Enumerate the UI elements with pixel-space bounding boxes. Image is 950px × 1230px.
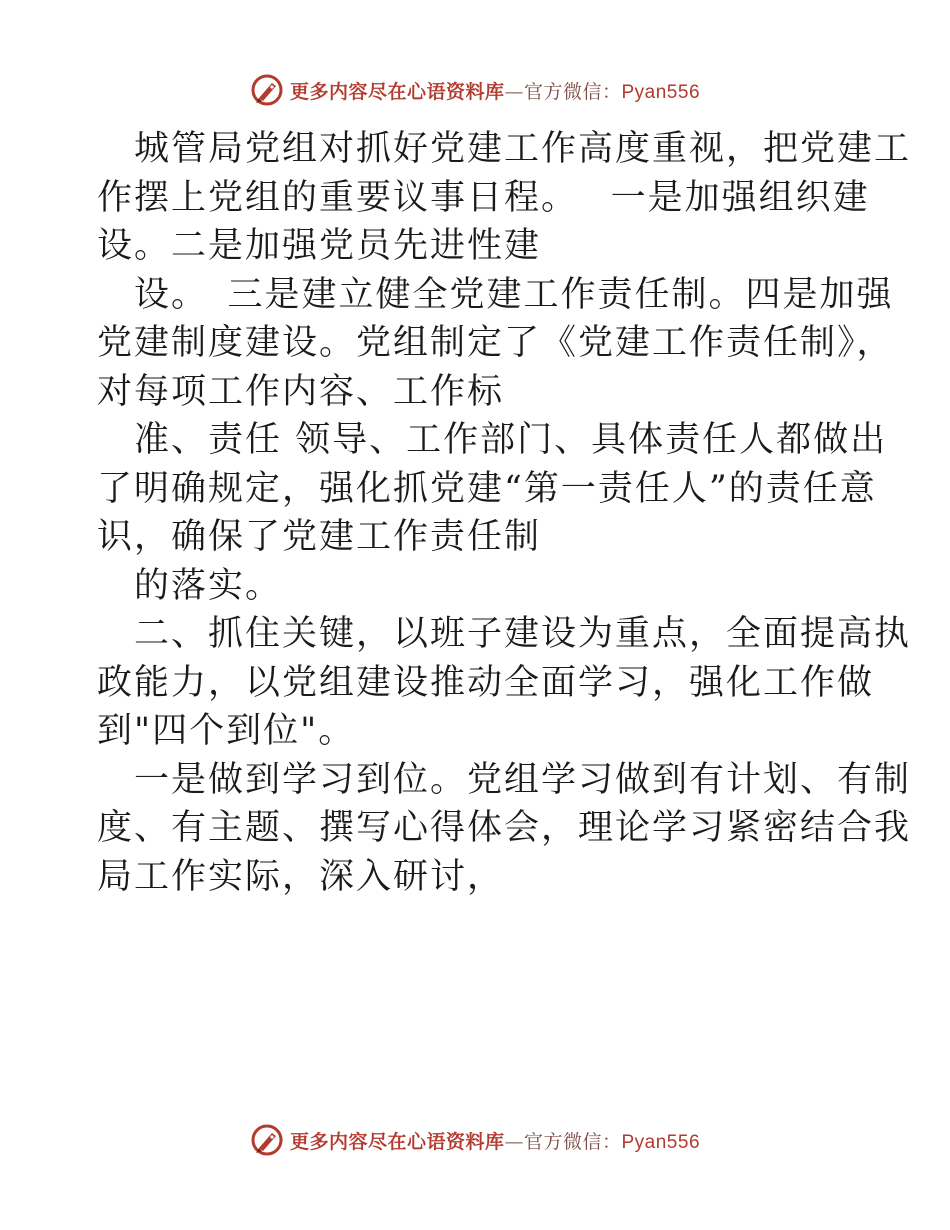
body-line: 对每项工作内容、工作标: [97, 371, 505, 412]
pen-nib-logo-icon: [250, 73, 284, 107]
header-separator: —: [504, 80, 524, 103]
header-banner-text: [290, 77, 700, 104]
footer-banner-text: [290, 1127, 700, 1154]
body-line: 的落实。: [97, 565, 283, 606]
header-banner: [0, 70, 950, 110]
footer-wechat-label: 官方微信：: [523, 1130, 622, 1153]
header-wechat-label: 官方微信：: [523, 80, 622, 103]
header-brand: 更多内容尽在心语资料库: [289, 80, 505, 103]
pen-nib-logo-icon: [250, 1123, 284, 1157]
header-wechat-id: Pyan556: [621, 81, 701, 103]
body-line: 党建制度建设。党组制定了《党建工作责任制》，: [97, 323, 894, 363]
body-line: 到"四个到位"。: [97, 711, 356, 751]
body-line: 识，确保了党建工作责任制: [97, 517, 542, 557]
body-line: 一是做到学习到位。党组学习做到有计划、有制: [97, 759, 912, 800]
footer-wechat-id: Pyan556: [621, 1131, 701, 1153]
body-line: 设。二是加强党员先进性建: [97, 226, 542, 266]
body-line: 城管局党组对抓好党建工作高度重视，把党建工: [97, 129, 912, 169]
footer-brand: 更多内容尽在心语资料库: [289, 1130, 505, 1153]
body-line: 局工作实际，深入研讨，: [97, 856, 505, 897]
body-line: 政能力，以党组建设推动全面学习，强化工作做: [97, 662, 875, 703]
footer-separator: —: [504, 1130, 524, 1153]
body-line: 准、责任 领导、工作部门、具体责任人都做出: [97, 420, 888, 460]
footer-banner: [0, 1120, 950, 1160]
body-line: 作摆上党组的重要议事日程。 一是加强组织建: [97, 177, 870, 218]
document-body: [97, 125, 912, 901]
body-line: 度、有主题、撰写心得体会，理论学习紧密结合我: [97, 808, 912, 848]
body-line: 了明确规定，强化抓党建“第一责任人”的责任意: [97, 468, 877, 509]
body-line: 设。 三是建立健全党建工作责任制。四是加强: [97, 274, 894, 315]
body-line: 二、抓住关键，以班子建设为重点，全面提高执: [97, 614, 912, 654]
